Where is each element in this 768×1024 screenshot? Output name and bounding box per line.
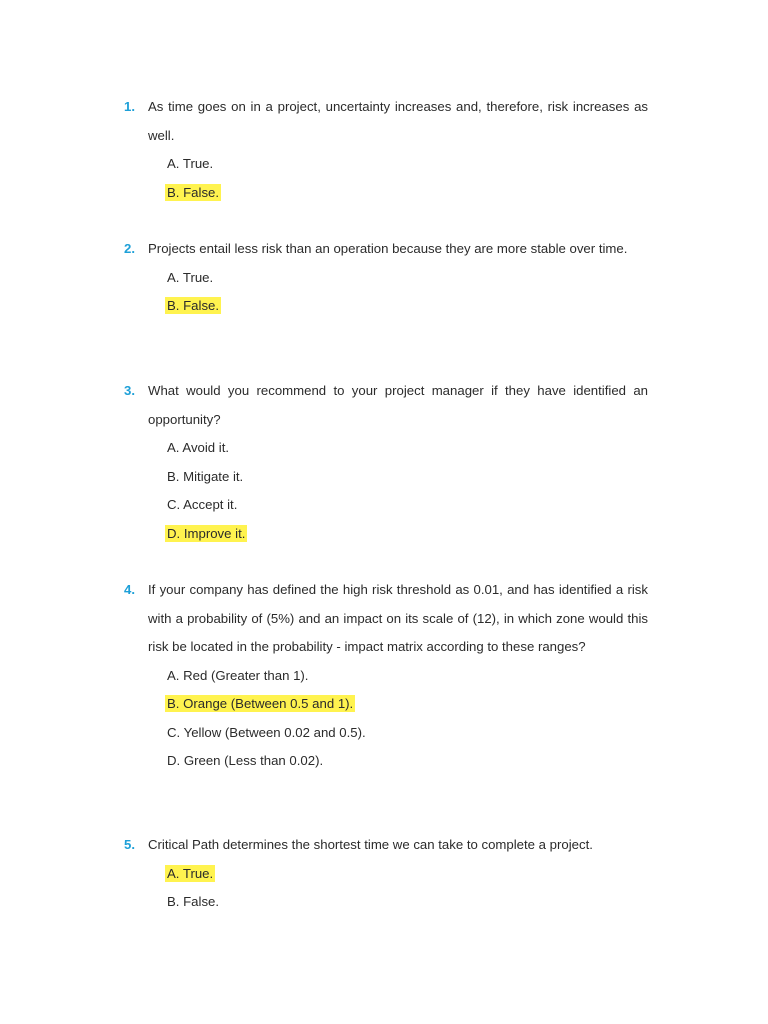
option-d bbox=[165, 520, 768, 549]
options-list bbox=[0, 662, 768, 776]
question-text: Critical Path determines the shortest time we can take to complete a project. bbox=[148, 837, 593, 852]
option-label: B. Mitigate it. bbox=[167, 468, 244, 484]
option-label: A. Red (Greater than 1). bbox=[167, 667, 309, 683]
question-1 bbox=[0, 93, 768, 207]
option-b bbox=[165, 179, 768, 208]
options-list bbox=[0, 150, 768, 207]
option-a bbox=[165, 860, 768, 889]
option-a bbox=[165, 264, 768, 293]
question-text: Projects entail less risk than an operation because they are more stable over time. bbox=[148, 241, 628, 256]
question-5 bbox=[0, 831, 768, 917]
option-label: B. False. bbox=[167, 184, 220, 200]
question-text: If your company has defined the high risk threshold as 0.01, and has identified a risk with a probability of (5%) and an impact on its scale of (12), in which zone would this risk be located in the probability - impact matrix according to these ranges? bbox=[148, 582, 648, 654]
option-a bbox=[165, 434, 768, 463]
options-list bbox=[0, 264, 768, 321]
question-number: 4. bbox=[124, 582, 135, 597]
option-label: D. Green (Less than 0.02). bbox=[167, 753, 324, 768]
question-number: 2. bbox=[124, 241, 135, 256]
option-b bbox=[165, 292, 768, 321]
question-number: 5. bbox=[124, 837, 135, 852]
option-label: C. Accept it. bbox=[167, 497, 238, 512]
option-a bbox=[165, 150, 768, 179]
option-label: A. Avoid it. bbox=[167, 440, 230, 455]
option-d bbox=[165, 747, 768, 776]
option-c bbox=[165, 491, 768, 520]
option-c bbox=[165, 719, 768, 748]
option-a bbox=[165, 662, 768, 691]
option-label: A. True. bbox=[167, 269, 214, 285]
option-label: C. Yellow (Between 0.02 and 0.5). bbox=[167, 724, 366, 740]
option-b bbox=[165, 463, 768, 492]
question-2 bbox=[0, 235, 768, 321]
question-text: What would you recommend to your project manager if they have identified an opportunity? bbox=[148, 383, 648, 427]
option-label: B. False. bbox=[167, 894, 220, 909]
option-label: B. Orange (Between 0.5 and 1). bbox=[167, 696, 354, 711]
option-label: A. True. bbox=[167, 865, 214, 881]
question-number: 1. bbox=[124, 99, 135, 114]
option-label: B. False. bbox=[167, 298, 220, 313]
options-list bbox=[0, 860, 768, 917]
options-list bbox=[0, 434, 768, 548]
question-3 bbox=[0, 377, 768, 548]
question-4 bbox=[0, 576, 768, 776]
option-label: D. Improve it. bbox=[167, 525, 246, 541]
option-b bbox=[165, 888, 768, 917]
question-number: 3. bbox=[124, 383, 135, 398]
option-label: A. True. bbox=[167, 156, 214, 171]
option-b bbox=[165, 690, 768, 719]
question-text: As time goes on in a project, uncertainty increases and, therefore, risk increases as well. bbox=[148, 99, 648, 143]
